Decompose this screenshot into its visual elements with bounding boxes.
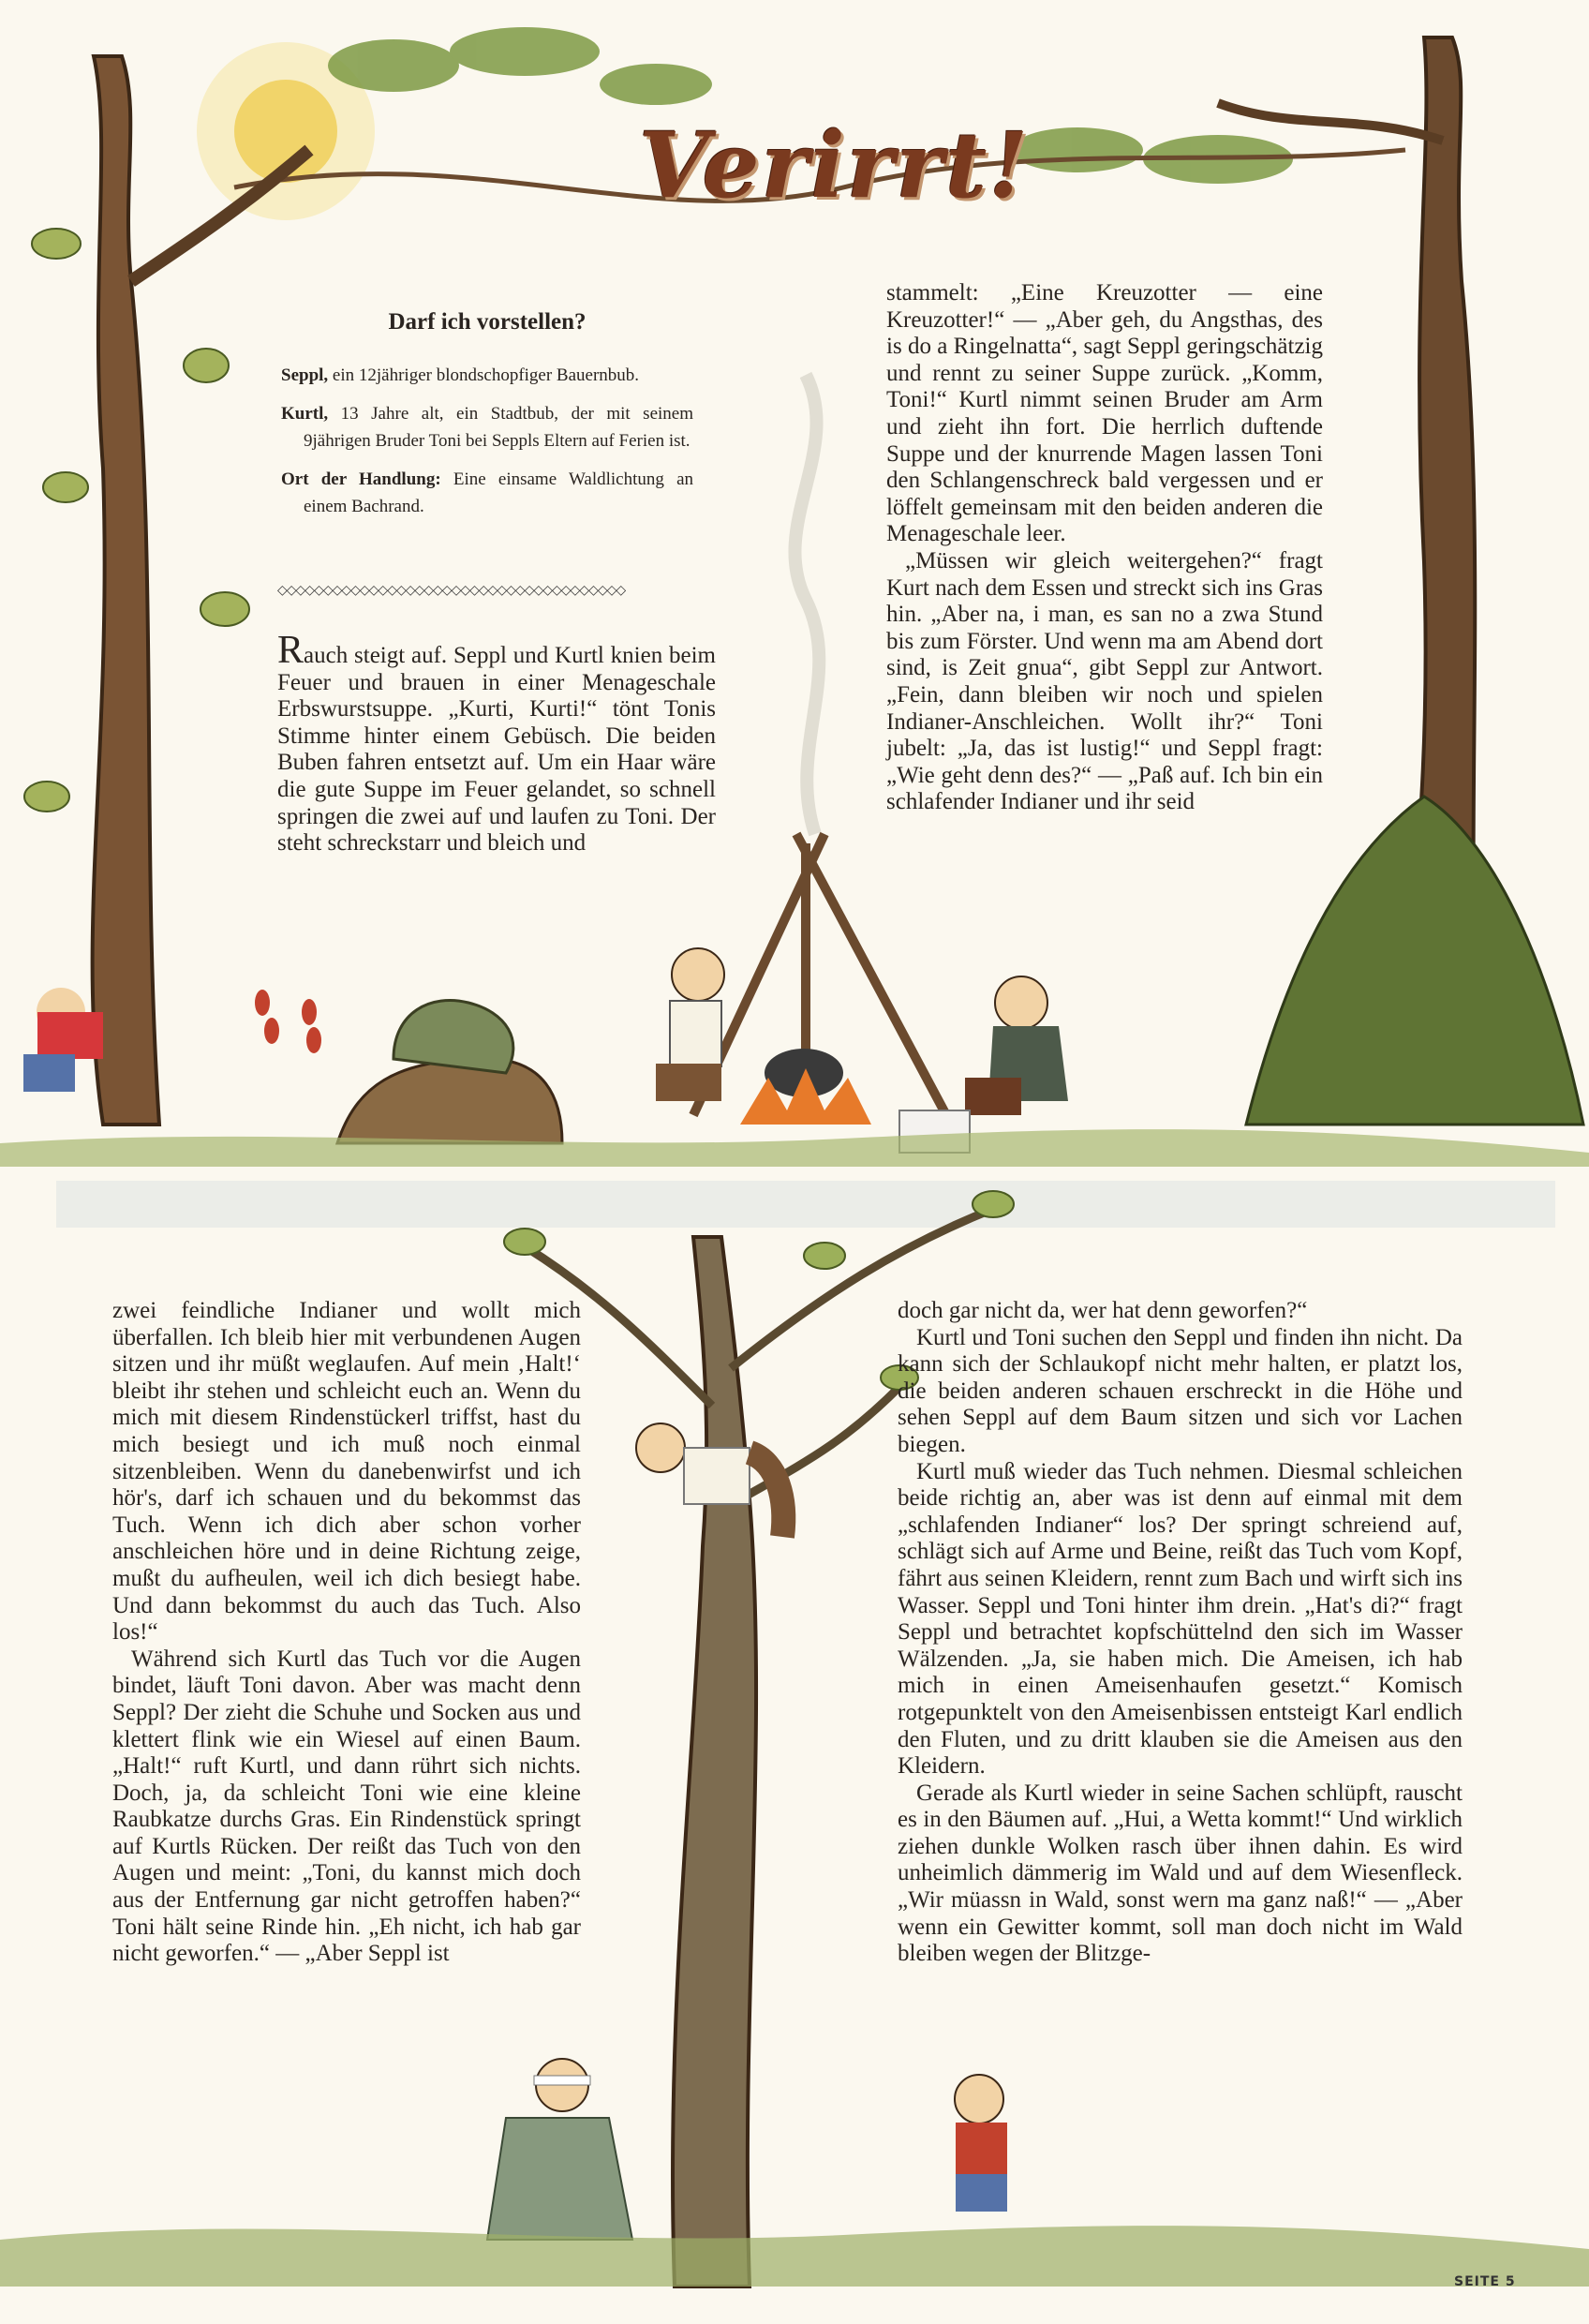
intro-entry: Kurtl, 13 Jahre alt, ein Stadtbub, der mit seinem 9jährigen Bruder Toni bei Seppls Eltern auf Ferien ist. [281,404,694,451]
ground-upper [0,1129,1589,1167]
story-column-4 [898,1298,1463,1968]
paragraph: Kurtl muß wieder das Tuch nehmen. Diesmal schleichen beide richtig an, aber was ist denn auf einmal mit dem „schlafenden Indianer“ los? Der springt schreiend auf, schlägt sich auf Arme und Beine, reißt das Tuch vom Kopf, fährt aus seinen Kleidern, rennt zum Bach und wirft sich ins Wasser. Seppl und Toni hinter ihm drein. „Hat's di?“ fragt Seppl und betrachtet kopfschüttelnd den sich im Wasser Wälzenden. „Ja, sie haben mich. Die Ameisen, ich hab mich in einen Ameisenhaufen gesetzt.“ Komisch rotgepunktelt von den Ameisenbissen entsteigt Karl endlich den Fluten, und zu dritt klauben sie die Ameisen aus den Kleidern. [898,1458,1463,1780]
paragraph: Kurtl und Toni suchen den Seppl und finden ihn nicht. Da kann sich der Schlaukopf nicht mehr halten, er platzt los, die beiden anderen schauen erschreckt in die Höhe und sehen Seppl auf dem Baum sitzen und sich vor Lachen biegen. [898,1324,1463,1457]
paragraph: Während sich Kurtl das Tuch vor die Augen bindet, läuft Toni davon. Aber was macht denn Seppl? Der zieht die Schuhe und Socken aus und klettert flink wie ein Wiesel auf einen Baum. „Halt!“ ruft Kurtl, und dann rührt sich nichts. Doch, ja, da schleicht Toni wie eine kleine Raubkatze durchs Gras. Ein Rindenstück springt auf Kurtls Rücken. Der reißt das Tuch von den Augen und meint: „Toni, du kannst mich doch aus der Entfernung gar nicht getroffen haben?“ Toni hält seine Rinde hin. „Eh nicht, ich hab gar nicht geworfen.“ — „Aber Seppl ist [112,1646,581,1967]
toni-sneaking [955,2075,1007,2212]
story-column-3 [112,1298,581,1968]
stump-with-backpack [337,1001,562,1144]
paragraph: Gerade als Kurtl wieder in seine Sachen schlüpft, rauscht es in den Bäumen auf. „Hui, a Wetta kommt!“ Und wirklich ziehen dunkle Wolken rasch über ihnen dahin. Es wird unheimlich dämmerig im Wald und auf dem Wiesenfleck. „Wir müassn in Wald, sonst wern ma ganz naß!“ — „Aber wenn ein Gewitter kommt, soll man doch nicht im Wald bleiben wegen der Blitzge- [898,1780,1463,1967]
sky-wash [56,1181,1555,1228]
smoke [794,375,819,834]
paragraph: „Müssen wir gleich weitergehen?“ fragt Kurt nach dem Essen und streckt sich ins Gras hin. „Aber na, i man, es san no a zwa Stund bis zum Förster. Und wenn ma am Abend dort sind, is Zeit gnua“, gibt Seppl zur Antwort. „Fein, dann bleiben wir noch und spielen Indianer-Anschleichen. Wollt ihr?“ Toni jubelt: „Ja, das ist lustig!“ und Seppl fragt: „Wie geht denn des?“ — „Paß auf. Ich bin ein schlafender Indianer und ihr seid [886,547,1323,815]
red-flowers [255,990,321,1053]
fir-bush [1246,797,1583,1125]
page-title: Verirrt! [639,112,1031,218]
paragraph: zwei feindliche Indianer und wollt mich überfallen. Ich bleib hier mit verbundenen Augen sitzen und ihr müßt weglaufen. Auf mein ‚Halt!‘ bleibt ihr stehen und schleicht euch an. Wenn du mich mit diesem Rindenstückerl triffst, hast du mich besiegt und ich muß noch einmal sitzenbleiben. Wenn du danebenwirfst und ich hör's, darf ich schauen und du bekommst das Tuch. Wenn ich dich aber schon vorher anschleichen höre und in deine Richtung zeige, mußt du aufheulen, weil ich dich besiegt habe. Und dann bekommst du auch das Tuch. Also los!“ [112,1298,581,1646]
drop-cap: R [277,629,304,672]
page-number: SEITE 5 [1454,2274,1516,2289]
character-intro [281,309,693,531]
intro-entry: Seppl, ein 12jähriger blondschopfiger Bauernbub. [281,365,640,385]
intro-heading: Darf ich vorstellen? [388,309,587,335]
boy-kurtl-at-fire [965,976,1068,1115]
ground-lower [0,2226,1589,2287]
fire [740,1068,871,1125]
boy-seppl-at-fire [656,948,724,1101]
paragraph: doch gar nicht da, wer hat denn geworfen?“ [898,1298,1308,1323]
left-tree-trunk [93,56,159,1125]
paragraph: stammelt: „Eine Kreuzotter — eine Kreuzotter!“ — „Aber geh, du Angsthas, des is do a Ringelnatta“, sagt Seppl geringschätzig und rennt zu seiner Suppe zurück. „Komm, Toni!“ Kurtl nimmt seinen Bruder am Arm und zieht ihn fort. Die herrlich duftende Suppe und der knurrende Magen lassen Toni den Schlangenschreck bald vergessen und er löffelt gemeinsam mit den beiden anderen die Menageschale leer. [886,280,1323,547]
story-column-2 [886,280,1323,816]
intro-entry: Ort der Handlung: Eine einsame Waldlichtung an einem Bachrand. [281,469,694,516]
center-tree-trunk [673,1237,756,2287]
ornament-divider: ◇◇◇◇◇◇◇◇◇◇◇◇◇◇◇◇◇◇◇◇◇◇◇◇◇◇◇◇◇◇◇◇◇◇◇◇◇◇ [277,583,626,598]
kurtl-blindfolded [487,2059,632,2240]
story-column-1: Rauch steigt auf. Seppl und Kurtl knien beim Feuer und brauen in einer Menageschale Erbswurstsuppe. „Kurti, Kurti!“ tönt Tonis Stimme hinter einem Gebüsch. Die beiden Buben fahren entsetzt auf. Um ein Haar wäre die gute Suppe im Feuer gelandet, so schnell springen die zwei auf und laufen zu Toni. Der steht schreckstarr und bleich und [277,629,716,857]
